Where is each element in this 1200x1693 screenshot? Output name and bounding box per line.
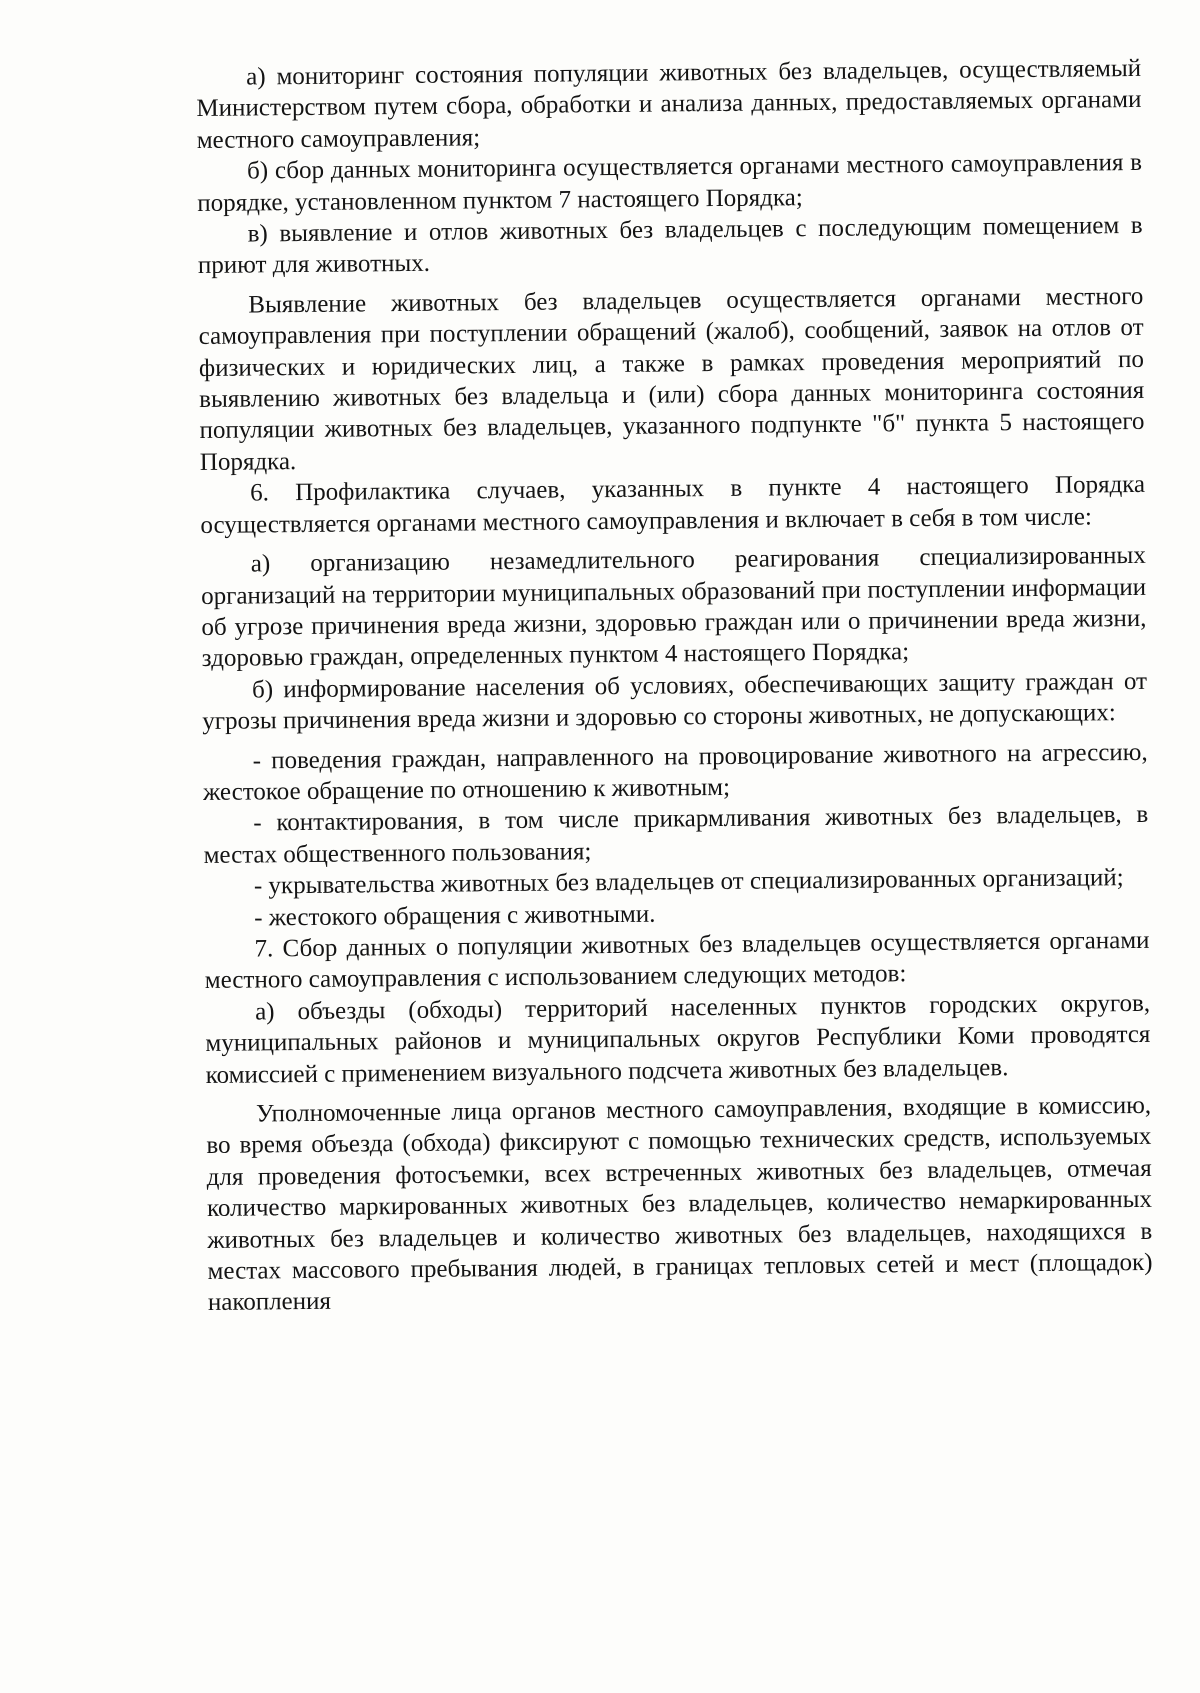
paragraph-detection: Выявление животных без владельцев осуществляется органами местного самоуправления при поступлении обращений (жалоб), сообщений, заявок на отлов от физических и юридических лиц, а также в рамках проведения мероприятий по выявлению животных без владельца и (или) сбора данных мониторинга состояния популяции животных без владельцев, указанного подпункте "б" пункта 5 настоящего Порядка. xyxy=(198,282,1145,476)
clause-6-prevention: 6. Профилактика случаев, указанных в пункте 4 настоящего Порядка осуществляется органами местного самоуправления и включает в себя в том числе: xyxy=(200,471,1146,539)
paragraph-authorized-persons: Уполномоченные лица органов местного самоуправления, входящие в комиссию, во время объезда (обхода) фиксируют с помощью технических средств, используемых для проведения фотосъемки, всех встреченных животных без владельцев, отмечая количество маркированных животных без владельцев, количество немаркированных животных без владельцев и количество животных без владельцев, находящихся в местах массового пребывания людей, в границах тепловых сетей и мест (площадок) накопления xyxy=(206,1091,1153,1317)
document-body xyxy=(196,53,1153,1319)
item-a-inspections: а) объезды (обходы) территорий населенных пунктов городских округов, муниципальных районов и муниципальных округов Республики Коми проводятся комиссией с применением визуального подсчета животных без владельцев. xyxy=(205,989,1151,1089)
bullet-cruelty: - жестокого обращения с животными. xyxy=(254,900,656,932)
bullet-harboring: - укрывательства животных без владельцев от специализированных организаций; xyxy=(253,864,1124,900)
item-b-informing: б) информирование населения об условиях, обеспечивающих защиту граждан от угрозы причинения вреда жизни и здоровью со стороны животных, не допускающих: xyxy=(202,667,1148,736)
bullet-provocation: - поведения граждан, направленного на провоцирование животного на агрессию, жестокое обращение по отношению к животным; xyxy=(202,738,1148,806)
item-b-data-collection: б) сбор данных мониторинга осуществляется органами местного самоуправления в порядке, установленном пунктом 7 настоящего Порядка; xyxy=(197,149,1143,217)
item-v-capture: в) выявление и отлов животных без владельцев с последующим помещением в приют для животных. xyxy=(197,211,1143,280)
item-a-monitoring: а) мониторинг состояния популяции животных без владельцев, осуществляемый Министерством путем сбора, обработки и анализа данных, предоставляемых органами местного самоуправления; xyxy=(196,54,1142,154)
bullet-feeding: - контактирования, в том числе прикармливания животных без владельцев, в местах общественного пользования; xyxy=(203,801,1149,869)
item-a-rapid-response: а) организацию незамедлительного реагирования специализированных организаций на территории муниципальных образований при поступлении информации об угрозе причинения вреда жизни, здоровью граждан или о причинении вреда жизни, здоровью граждан, определенных пунктом 4 настоящего Порядка; xyxy=(200,542,1147,673)
clause-7-data-collection: 7. Сбор данных о популяции животных без владельцев осуществляется органами местного самоуправления с использованием следующих методов: xyxy=(204,926,1150,995)
